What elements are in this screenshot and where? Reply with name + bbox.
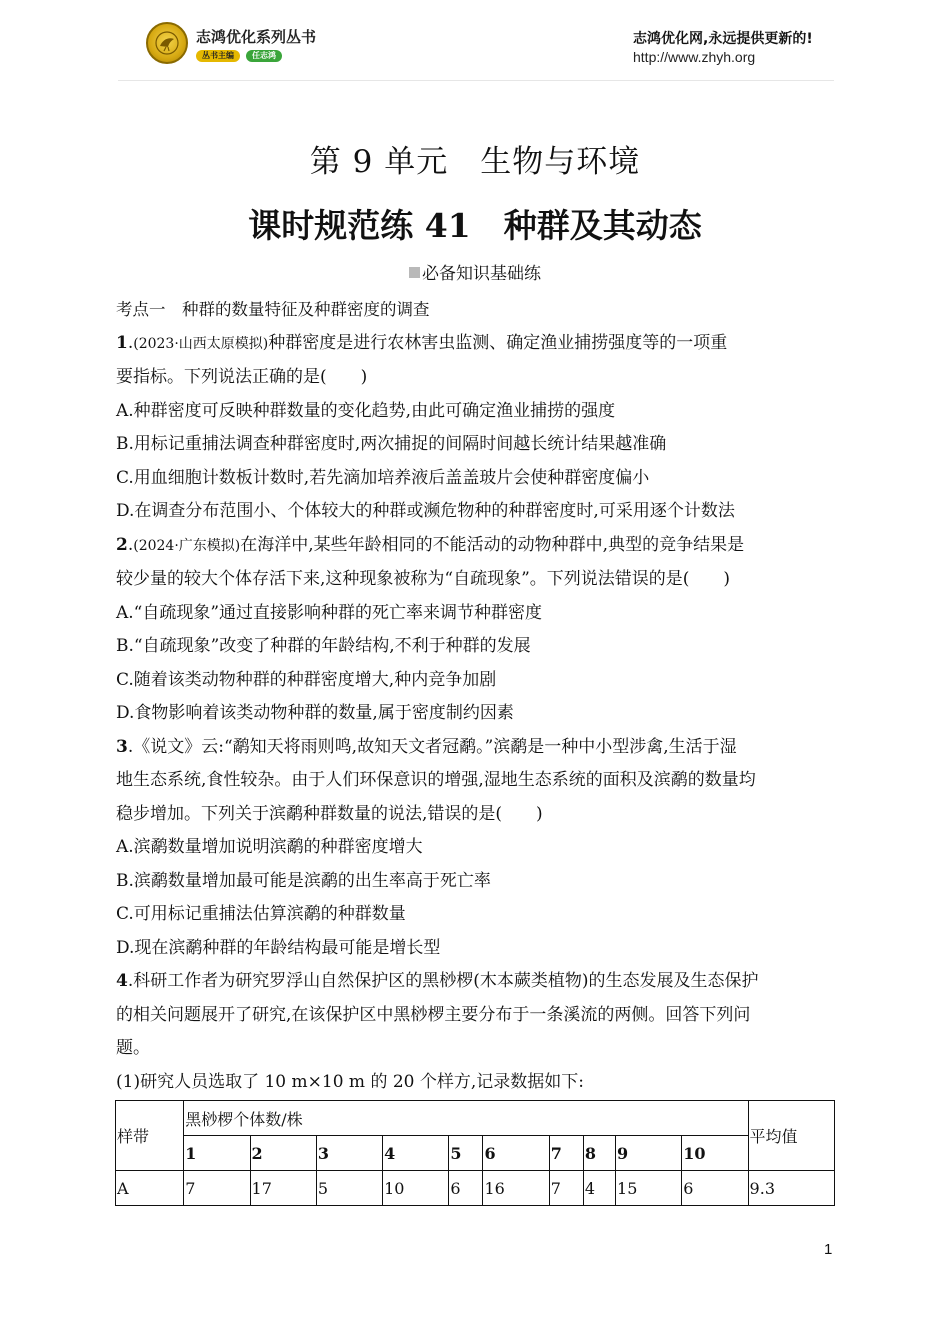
header-average: 平均值 [748,1101,834,1171]
sample-number: 9 [616,1136,682,1171]
question-3-line-3: 稳步增加。下列关于滨鹬种群数量的说法,错误的是( ) [116,803,543,824]
option-b: B.用标记重捕法调查种群密度时,两次捕捉的间隔时间越长统计结果越准确 [116,434,667,454]
sample-number: 10 [682,1136,748,1171]
count-cell: 16 [483,1171,549,1206]
question-stem: 在海洋中,某些年龄相同的不能活动的动物种群中,典型的竞争结果是 [240,534,745,555]
publisher-logo [146,22,188,64]
sample-number: 2 [250,1136,316,1171]
section-heading-text: 必备知识基础练 [422,264,541,284]
header-band: 样带 [116,1101,184,1171]
option-b: B.“自疏现象”改变了种群的年龄结构,不利于种群的发展 [116,636,531,656]
question-4-line-1: 4.科研工作者为研究罗浮山自然保护区的黑桫椤(木本蕨类植物)的生态发展及生态保护 [116,971,759,991]
sample-number: 4 [383,1136,449,1171]
table-row [116,1171,835,1206]
series-brand: 志鸿优化系列丛书 [196,28,317,46]
option-a: A.滨鹬数量增加说明滨鹬的种群密度增大 [116,837,423,857]
crane-emblem-icon [154,30,180,56]
section-heading [0,259,950,284]
sample-number: 6 [483,1136,549,1171]
option-c: C.随着该类动物种群的种群密度增大,种内竞争加剧 [116,669,497,690]
sample-data-table [115,1100,835,1206]
question-1-line-1: 1.(2023·山西太原模拟)种群密度是进行农林害虫监测、确定渔业捕捞强度等的一项重 [116,332,728,353]
editor-name-badge: 任志鸿 [246,50,282,62]
unit-title: 第 9 单元 生物与环境 [309,144,641,180]
kaodian-heading: 考点一 种群的数量特征及种群密度的调查 [116,300,430,319]
square-bullet-icon [409,267,420,278]
question-source: (2024·广东模拟) [133,537,241,554]
average-cell: 9.3 [748,1171,834,1206]
sample-number: 7 [549,1136,583,1171]
editor-role-badge: 丛书主编 [196,50,240,62]
count-cell: 5 [316,1171,382,1206]
question-stem: 科研工作者为研究罗浮山自然保护区的黑桫椤(木本蕨类植物)的生态发展及生态保护 [133,971,759,991]
lesson-title: 课时规范练 41 种群及其动态 [248,206,702,245]
header-divider [118,80,834,81]
question-number: 3 [116,736,128,757]
site-url[interactable]: http://www.zhyh.org [633,49,756,65]
count-cell: 15 [616,1171,682,1206]
count-cell: 7 [549,1171,583,1206]
question-number: 2 [116,534,128,555]
sample-number: 5 [449,1136,483,1171]
sample-number: 1 [184,1136,250,1171]
page-header [0,0,950,80]
option-b: B.滨鹬数量增加最可能是滨鹬的出生率高于死亡率 [116,870,491,891]
option-a: A.种群密度可反映种群数量的变化趋势,由此可确定渔业捕捞的强度 [116,400,616,421]
table-subheader-row [116,1136,835,1171]
band-cell: A [116,1171,184,1206]
question-3-line-2: 地生态系统,食性较杂。由于人们环保意识的增强,湿地生态系统的面积及滨鹬的数量均 [116,770,756,790]
question-3-line-1: 3.《说文》云:“鹬知天将雨则鸣,故知天文者冠鹬。”滨鹬是一种中小型涉禽,生活于湿 [116,736,737,757]
count-cell: 6 [449,1171,483,1206]
count-cell: 6 [682,1171,748,1206]
question-number: 1 [116,332,128,353]
sample-number: 8 [583,1136,615,1171]
option-c: C.用血细胞计数板计数时,若先滴加培养液后盖盖玻片会使种群密度偏小 [116,467,650,488]
question-1-line-2: 要指标。下列说法正确的是( ) [116,367,368,387]
question-4-line-3: 题。 [116,1038,150,1058]
header-count-group: 黑桫椤个体数/株 [184,1101,748,1136]
question-source: (2023·山西太原模拟) [133,335,269,352]
option-d: D.在调查分布范围小、个体较大的种群或濒危物种的种群密度时,可采用逐个计数法 [116,501,735,521]
question-stem: 种群密度是进行农林害虫监测、确定渔业捕捞强度等的一项重 [268,332,728,353]
option-d: D.食物影响着该类动物种群的数量,属于密度制约因素 [116,703,514,723]
exercise-body [116,293,836,1099]
option-a: A.“自疏现象”通过直接影响种群的死亡率来调节种群密度 [116,602,543,623]
site-slogan: 志鸿优化网,永远提供更新的! [633,31,813,47]
count-cell: 4 [583,1171,615,1206]
question-number: 4 [116,971,128,991]
count-cell: 7 [184,1171,250,1206]
question-stem: 《说文》云:“鹬知天将雨则鸣,故知天文者冠鹬。”滨鹬是一种中小型涉禽,生活于湿 [133,736,737,757]
question-2-line-1: 2.(2024·广东模拟)在海洋中,某些年龄相同的不能活动的动物种群中,典型的竞争结果是 [116,534,745,555]
sample-number: 3 [316,1136,382,1171]
question-2-line-2: 较少量的较大个体存活下来,这种现象被称为“自疏现象”。下列说法错误的是( ) [116,569,731,589]
option-d: D.现在滨鹬种群的年龄结构最可能是增长型 [116,937,441,958]
count-cell: 17 [250,1171,316,1206]
question-4-line-2: 的相关问题展开了研究,在该保护区中黑桫椤主要分布于一条溪流的两侧。回答下列问 [116,1004,751,1025]
table-header-row [116,1101,835,1136]
count-cell: 10 [383,1171,449,1206]
page-number: 1 [824,1241,833,1258]
option-c: C.可用标记重捕法估算滨鹬的种群数量 [116,904,406,924]
sub-question-1: (1)研究人员选取了 10 m×10 m 的 20 个样方,记录数据如下: [116,1071,585,1092]
